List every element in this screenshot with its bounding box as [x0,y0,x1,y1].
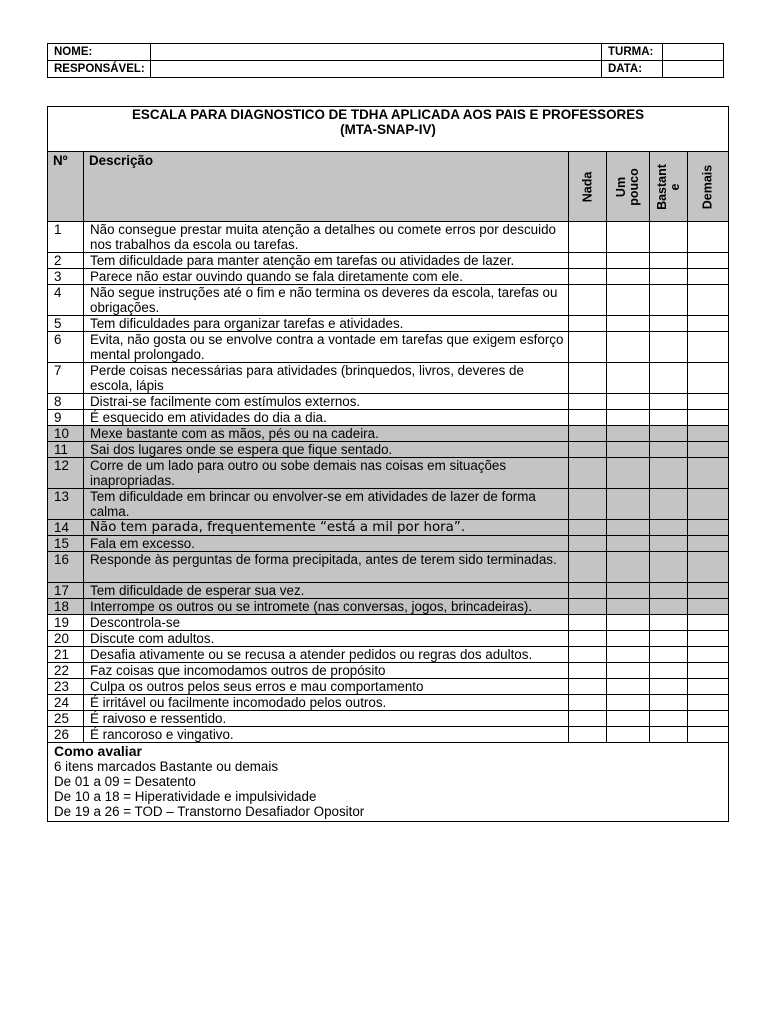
col-header-nada [569,152,607,222]
answer-cell-demais[interactable] [688,583,729,599]
answer-cell-nada[interactable] [569,520,607,536]
item-number: 10 [48,426,84,442]
answer-cell-um-pouco[interactable] [607,426,650,442]
answer-cell-nada[interactable] [569,269,607,285]
answer-cell-nada[interactable] [569,363,607,394]
item-description: Sai dos lugares onde se espera que fique sentado. [84,442,569,458]
scale-title-line1: ESCALA PARA DIAGNOSTICO DE TDHA APLICADA AOS PAIS E PROFESSORES [131,107,645,122]
answer-cell-bastante[interactable] [650,711,688,727]
table-row [48,394,729,410]
data-label: DATA: [602,61,663,78]
answer-cell-demais[interactable] [688,536,729,552]
col-header-bastante-line2: e [667,183,682,190]
item-number: 5 [48,316,84,332]
answer-cell-nada[interactable] [569,442,607,458]
table-row [48,332,729,363]
answer-cell-demais[interactable] [688,269,729,285]
col-header-demais [688,152,729,222]
table-row [48,442,729,458]
item-number: 14 [48,520,84,536]
answer-cell-demais[interactable] [688,426,729,442]
answer-cell-demais[interactable] [688,599,729,615]
answer-cell-bastante[interactable] [650,727,688,743]
evaluation-line: De 01 a 09 = Desatento [54,774,196,789]
answer-cell-demais[interactable] [688,695,729,711]
answer-cell-um-pouco[interactable] [607,536,650,552]
item-number: 3 [48,269,84,285]
answer-cell-um-pouco[interactable] [607,316,650,332]
table-row [48,679,729,695]
table-row [48,727,729,743]
answer-cell-um-pouco[interactable] [607,332,650,363]
item-description: Descontrola-se [84,615,569,631]
answer-cell-bastante[interactable] [650,458,688,489]
answer-cell-bastante[interactable] [650,583,688,599]
answer-cell-nada[interactable] [569,711,607,727]
table-row [48,552,729,583]
item-description: Evita, não gosta ou se envolve contra a vontade em tarefas que exigem esforço mental prolongado. [84,332,569,363]
answer-cell-um-pouco[interactable] [607,442,650,458]
answer-cell-demais[interactable] [688,363,729,394]
table-row [48,583,729,599]
answer-cell-nada[interactable] [569,332,607,363]
item-description: Fala em excesso. [84,536,569,552]
item-description: Faz coisas que incomodamos outros de propósito [84,663,569,679]
table-row [48,363,729,394]
answer-cell-um-pouco[interactable] [607,285,650,316]
answer-cell-um-pouco[interactable] [607,583,650,599]
item-number: 2 [48,253,84,269]
answer-cell-um-pouco[interactable] [607,631,650,647]
answer-cell-nada[interactable] [569,727,607,743]
answer-cell-bastante[interactable] [650,615,688,631]
answer-cell-bastante[interactable] [650,285,688,316]
item-number: 17 [48,583,84,599]
answer-cell-nada[interactable] [569,316,607,332]
answer-cell-bastante[interactable] [650,269,688,285]
answer-cell-nada[interactable] [569,536,607,552]
item-rows [48,222,729,743]
table-row [48,316,729,332]
item-number: 24 [48,695,84,711]
answer-cell-demais[interactable] [688,394,729,410]
item-description: Corre de um lado para outro ou sobe demais nas coisas em situações inapropriadas. [84,458,569,489]
item-number: 7 [48,363,84,394]
answer-cell-demais[interactable] [688,458,729,489]
item-number: 20 [48,631,84,647]
item-number: 12 [48,458,84,489]
col-header-um-pouco-label [615,168,641,206]
answer-cell-bastante[interactable] [650,552,688,583]
table-row [48,615,729,631]
student-info-table [47,43,724,78]
evaluation-line: De 19 a 26 = TOD – Transtorno Desafiador Opositor [54,804,365,819]
answer-cell-um-pouco[interactable] [607,615,650,631]
evaluation-box [48,743,729,822]
answer-cell-um-pouco[interactable] [607,458,650,489]
data-field[interactable] [663,61,724,78]
item-number: 23 [48,679,84,695]
answer-cell-demais[interactable] [688,410,729,426]
answer-cell-bastante[interactable] [650,316,688,332]
answer-cell-nada[interactable] [569,663,607,679]
table-row [48,285,729,316]
item-number: 16 [48,552,84,583]
answer-cell-bastante[interactable] [650,631,688,647]
item-number: 21 [48,647,84,663]
item-number: 6 [48,332,84,363]
answer-cell-bastante[interactable] [650,363,688,394]
answer-cell-nada[interactable] [569,489,607,520]
turma-field[interactable] [663,44,724,61]
item-number: 9 [48,410,84,426]
answer-cell-demais[interactable] [688,442,729,458]
item-description: Tem dificuldades para organizar tarefas e atividades. [84,316,569,332]
answer-cell-demais[interactable] [688,316,729,332]
scale-title [48,107,729,152]
item-number: 26 [48,727,84,743]
item-number: 25 [48,711,84,727]
col-header-bastante-label [656,164,682,210]
evaluation-line: De 10 a 18 = Hiperatividade e impulsividade [54,789,317,804]
answer-cell-um-pouco[interactable] [607,222,650,253]
table-row [48,647,729,663]
answer-cell-um-pouco[interactable] [607,253,650,269]
item-description: É raivoso e ressentido. [84,711,569,727]
answer-cell-um-pouco[interactable] [607,552,650,583]
answer-cell-bastante[interactable] [650,253,688,269]
answer-cell-nada[interactable] [569,599,607,615]
answer-cell-demais[interactable] [688,520,729,536]
col-header-nada-label: Nada [580,171,594,202]
col-header-um-pouco [607,152,650,222]
answer-cell-bastante[interactable] [650,442,688,458]
answer-cell-nada[interactable] [569,583,607,599]
responsavel-label: RESPONSÁVEL: [48,61,151,78]
item-description: Não consegue prestar muita atenção a detalhes ou comete erros por descuido nos trabalhos da escola ou tarefas. [84,222,569,253]
col-header-bastante [650,152,688,222]
answer-cell-nada[interactable] [569,410,607,426]
table-row [48,631,729,647]
answer-cell-demais[interactable] [688,222,729,253]
answer-cell-demais[interactable] [688,663,729,679]
answer-cell-um-pouco[interactable] [607,711,650,727]
answer-cell-nada[interactable] [569,458,607,489]
item-description: Tem dificuldade em brincar ou envolver-se em atividades de lazer de forma calma. [84,489,569,520]
answer-cell-bastante[interactable] [650,394,688,410]
answer-cell-nada[interactable] [569,394,607,410]
answer-cell-um-pouco[interactable] [607,410,650,426]
answer-cell-demais[interactable] [688,285,729,316]
item-description: Perde coisas necessárias para atividades (brinquedos, livros, deveres de escola, lápis [84,363,569,394]
answer-cell-bastante[interactable] [650,426,688,442]
nome-field[interactable] [151,44,602,61]
col-header-um-pouco-line2: pouco [627,167,641,206]
answer-cell-demais[interactable] [688,647,729,663]
answer-cell-demais[interactable] [688,631,729,647]
item-description: Distrai-se facilmente com estímulos externos. [84,394,569,410]
answer-cell-bastante[interactable] [650,679,688,695]
responsavel-field[interactable] [151,61,602,78]
item-description: Não segue instruções até o fim e não termina os deveres da escola, tarefas ou obrigações. [84,285,569,316]
item-description: É esquecido em atividades do dia a dia. [84,410,569,426]
table-row [48,489,729,520]
item-description: Discute com adultos. [84,631,569,647]
item-description: É rancoroso e vingativo. [84,727,569,743]
col-header-um-pouco-line1: Um [614,176,628,197]
table-row [48,536,729,552]
item-number: 11 [48,442,84,458]
answer-cell-demais[interactable] [688,332,729,363]
answer-cell-demais[interactable] [688,253,729,269]
answer-cell-nada[interactable] [569,647,607,663]
item-description: Tem dificuldade de esperar sua vez. [84,583,569,599]
answer-cell-um-pouco[interactable] [607,679,650,695]
answer-cell-um-pouco[interactable] [607,269,650,285]
answer-cell-um-pouco[interactable] [607,489,650,520]
item-description: Mexe bastante com as mãos, pés ou na cadeira. [84,426,569,442]
item-description: Desafia ativamente ou se recusa a atender pedidos ou regras dos adultos. [84,647,569,663]
item-number: 8 [48,394,84,410]
answer-cell-bastante[interactable] [650,410,688,426]
answer-cell-um-pouco[interactable] [607,727,650,743]
item-number: 22 [48,663,84,679]
column-header-row [48,152,729,222]
item-number: 15 [48,536,84,552]
col-header-demais-label: Demais [700,164,715,209]
answer-cell-demais[interactable] [688,489,729,520]
table-row [48,663,729,679]
item-number: 13 [48,489,84,520]
item-description: Parece não estar ouvindo quando se fala diretamente com ele. [84,269,569,285]
table-row [48,695,729,711]
answer-cell-um-pouco[interactable] [607,663,650,679]
item-description: Responde às perguntas de forma precipitada, antes de terem sido terminadas. [84,552,569,583]
answer-cell-nada[interactable] [569,285,607,316]
answer-cell-bastante[interactable] [650,599,688,615]
scale-table [47,106,729,822]
answer-cell-um-pouco[interactable] [607,394,650,410]
answer-cell-nada[interactable] [569,253,607,269]
table-row [48,426,729,442]
table-row [48,269,729,285]
answer-cell-um-pouco[interactable] [607,695,650,711]
evaluation-line: 6 itens marcados Bastante ou demais [54,759,279,774]
table-row [48,599,729,615]
evaluation-title: Como avaliar [54,743,142,759]
item-number: 19 [48,615,84,631]
answer-cell-demais[interactable] [688,615,729,631]
item-description: Tem dificuldade para manter atenção em tarefas ou atividades de lazer. [84,253,569,269]
answer-cell-bastante[interactable] [650,695,688,711]
item-description: Culpa os outros pelos seus erros e mau comportamento [84,679,569,695]
table-row [48,711,729,727]
item-number: 1 [48,222,84,253]
answer-cell-nada[interactable] [569,222,607,253]
col-header-desc: Descrição [84,152,569,222]
answer-cell-demais[interactable] [688,711,729,727]
nome-label: NOME: [48,44,151,61]
answer-cell-um-pouco[interactable] [607,599,650,615]
answer-cell-bastante[interactable] [650,663,688,679]
answer-cell-nada[interactable] [569,679,607,695]
answer-cell-um-pouco[interactable] [607,647,650,663]
answer-cell-nada[interactable] [569,695,607,711]
answer-cell-nada[interactable] [569,426,607,442]
table-row [48,520,729,536]
answer-cell-bastante[interactable] [650,520,688,536]
answer-cell-um-pouco[interactable] [607,520,650,536]
answer-cell-bastante[interactable] [650,647,688,663]
answer-cell-bastante[interactable] [650,332,688,363]
item-description: É irritável ou facilmente incomodado pelos outros. [84,695,569,711]
table-row [48,458,729,489]
col-header-num: Nº [48,152,84,222]
answer-cell-bastante[interactable] [650,536,688,552]
table-row [48,410,729,426]
item-number: 4 [48,285,84,316]
table-row [48,222,729,253]
item-description: Não tem parada, frequentemente “está a mil por hora”. [84,520,569,536]
answer-cell-bastante[interactable] [650,222,688,253]
answer-cell-bastante[interactable] [650,489,688,520]
answer-cell-nada[interactable] [569,631,607,647]
turma-label: TURMA: [602,44,663,61]
item-description: Interrompe os outros ou se intromete (nas conversas, jogos, brincadeiras). [84,599,569,615]
answer-cell-demais[interactable] [688,552,729,583]
answer-cell-demais[interactable] [688,727,729,743]
scale-title-line2: (MTA-SNAP-IV) [340,122,436,137]
answer-cell-demais[interactable] [688,679,729,695]
item-number: 18 [48,599,84,615]
answer-cell-nada[interactable] [569,615,607,631]
answer-cell-um-pouco[interactable] [607,363,650,394]
answer-cell-nada[interactable] [569,552,607,583]
table-row [48,253,729,269]
col-header-bastante-line1: Bastant [654,163,669,210]
